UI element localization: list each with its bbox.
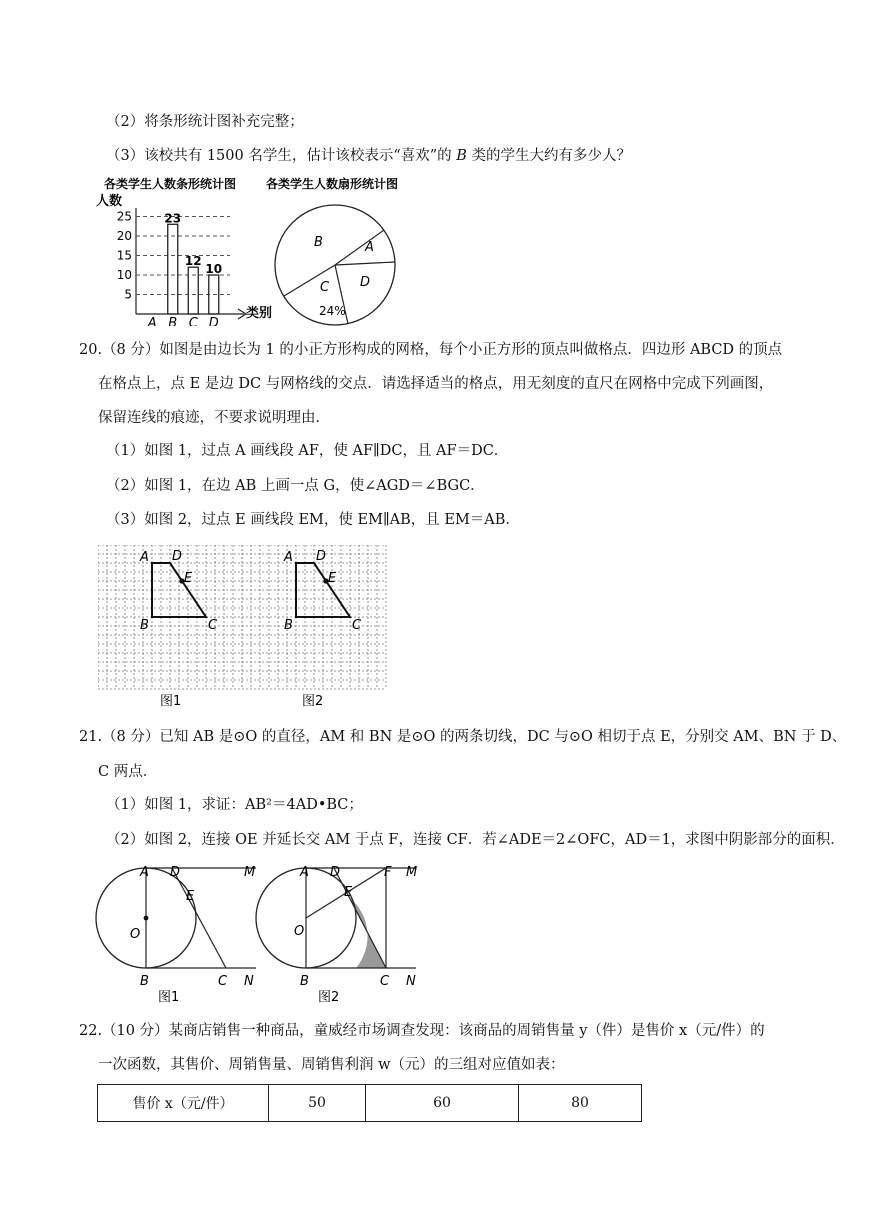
pie-label-c: C [320, 280, 330, 295]
label-d-1: D [172, 549, 183, 564]
bar-plot [117, 208, 246, 326]
center-o-1 [144, 916, 149, 921]
pie-annotation: 24% [319, 304, 346, 318]
q21-figures [94, 860, 434, 1006]
q19-part2: （2）将条形统计图补充完整； [106, 114, 304, 130]
fig2-label-e: E [344, 885, 353, 900]
bar-chart [96, 174, 276, 326]
q21-fig-caption-2: 图2 [318, 990, 340, 1005]
price-table [97, 1084, 642, 1122]
bar-category-label: A [147, 316, 157, 326]
table-row [98, 1085, 642, 1122]
bar-data-label: 23 [164, 211, 182, 226]
label-c-1: C [208, 618, 218, 633]
bar-y-tick-label: 20 [116, 229, 132, 243]
fig2-label-n: N [406, 974, 416, 989]
bar-b [168, 224, 178, 314]
bar-c [188, 267, 198, 314]
q20-intro-3: 保留连线的痕迹，不要求说明理由． [98, 410, 330, 426]
bar-category-label: D [208, 316, 219, 326]
bar-category-label: C [188, 316, 198, 326]
fig1-label-e: E [186, 889, 195, 904]
fig2-label-c: C [380, 974, 390, 989]
fig2-label-f: F [384, 865, 392, 880]
circle-figure-2 [256, 865, 417, 1005]
q21-intro-2: C 两点． [98, 764, 158, 780]
bar-data-label: 10 [205, 262, 223, 276]
fig2-label-d: D [330, 865, 341, 880]
label-b-2: B [284, 618, 293, 633]
pie-label-b: B [314, 235, 323, 250]
bar-data-label: 12 [184, 254, 202, 269]
pie-divider-ad [335, 262, 395, 265]
fig2-label-o: O [294, 924, 305, 939]
bar-y-tick-label: 5 [124, 287, 132, 302]
label-c-2: C [352, 618, 362, 633]
q20-intro-2: 在格点上，点 E 是边 DC 与网格线的交点．请选择适当的格点，用无刻度的直尺在网格中完成下列画图， [98, 376, 774, 392]
label-b-1: B [140, 618, 149, 633]
bar-chart-title: 各类学生人数条形统计图 [104, 177, 237, 191]
pie-chart [262, 174, 452, 326]
q20-part2: （2）如图 1，在边 AB 上画一点 G，使∠AGD＝∠BGC． [106, 478, 485, 494]
fig1-label-b: B [140, 974, 149, 989]
label-a-2: A [284, 550, 293, 565]
q20-grid-figures [98, 545, 388, 710]
table-cell: 50 [269, 1085, 366, 1122]
table-cell: 60 [366, 1085, 519, 1122]
label-d-2: D [316, 549, 327, 564]
q19-part3: （3）该校共有 1500 名学生，估计该校表示“喜欢”的 B 类的学生大约有多少人？ [106, 148, 632, 164]
bar-y-tick-label: 10 [116, 268, 132, 282]
bar-chart-xlabel: 类别 [246, 306, 273, 321]
table-header-cell: 售价 x（元/件） [98, 1085, 269, 1122]
label-a-1: A [140, 550, 149, 565]
q20-part3: （3）如图 2，过点 E 画线段 EM，使 EM∥AB，且 EM＝AB． [106, 512, 520, 528]
fig-caption-1: 图1 [160, 694, 182, 709]
fig2-label-m: M [406, 865, 418, 880]
fig2-label-a: A [300, 865, 309, 880]
pie-label-d: D [360, 275, 371, 290]
fig1-label-o: O [130, 927, 141, 942]
q22-intro-1: 22.（10 分）某商店销售一种商品，童威经市场调查发现：该商品的周销售量 y（件）是售价 x（元/件）的 [79, 1023, 765, 1039]
label-e-1: E [184, 571, 193, 586]
bar-y-tick-label: 15 [116, 248, 132, 263]
circle-figure-1 [96, 865, 256, 1005]
fig2-label-b: B [300, 974, 309, 989]
tangent-dc-1 [172, 868, 226, 968]
q20-intro-1: 20.（8 分）如图是由边长为 1 的小正方形构成的网格，每个小正方形的顶点叫做格点．四边形 ABCD 的顶点 [79, 342, 783, 358]
fig1-label-m: M [244, 865, 256, 880]
fig-caption-2: 图2 [302, 694, 324, 709]
label-e-2: E [328, 571, 337, 586]
fig1-label-a: A [140, 865, 149, 880]
q21-intro-1: 21.（8 分）已知 AB 是⊙O 的直径，AM 和 BN 是⊙O 的两条切线，DC 与⊙O 相切于点 E，分别交 AM、BN 于 D、 [79, 729, 847, 745]
table-cell: 80 [519, 1085, 642, 1122]
fig1-label-d: D [170, 865, 181, 880]
fig1-label-n: N [244, 974, 254, 989]
pie-divider-ba [335, 230, 384, 265]
pie-label-a: A [365, 240, 374, 255]
q21-fig-caption-1: 图1 [158, 990, 180, 1005]
q21-part2: （2）如图 2，连接 OE 并延长交 AM 于点 F，连接 CF．若∠ADE＝2∠OFC，AD＝1，求图中阴影部分的面积． [106, 832, 845, 848]
q22-intro-2: 一次函数，其售价、周销售量、周销售利润 w（元）的三组对应值如表： [98, 1057, 565, 1073]
bar-chart-ylabel: 人数 [96, 194, 123, 209]
bar-category-label: B [168, 316, 178, 326]
q20-part1: （1）如图 1，过点 A 画线段 AF，使 AF∥DC，且 AF＝DC． [106, 443, 509, 459]
bar-y-tick-label: 25 [116, 209, 132, 224]
pie-chart-title: 各类学生人数扇形统计图 [266, 177, 399, 191]
q21-part1: （1）如图 1，求证：AB²＝4AD•BC； [106, 797, 363, 813]
fig1-label-c: C [218, 974, 228, 989]
